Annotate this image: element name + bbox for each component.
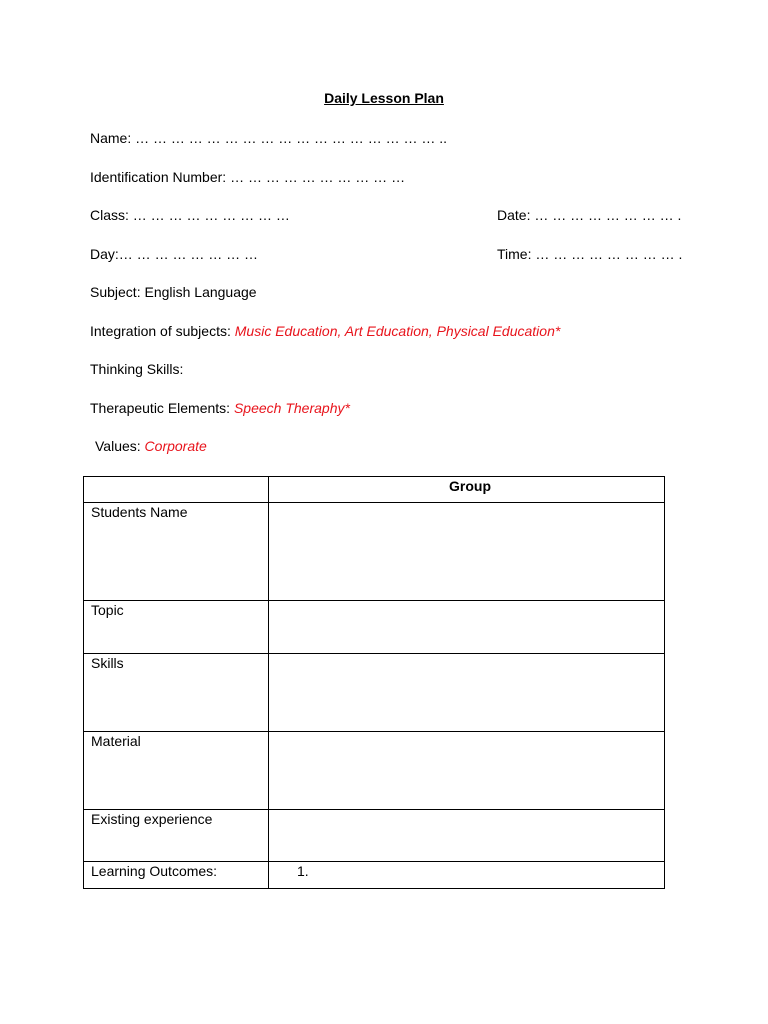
row-value-skills bbox=[269, 654, 665, 732]
row-label-skills: Skills bbox=[84, 654, 269, 732]
values-label: Values: bbox=[95, 438, 145, 454]
table-header-empty-cell bbox=[84, 477, 269, 503]
document-title: Daily Lesson Plan bbox=[324, 90, 444, 106]
table-row bbox=[84, 732, 665, 810]
thinking-skills-field: Thinking Skills: bbox=[90, 361, 184, 377]
therapeutic-label: Therapeutic Elements: bbox=[90, 400, 234, 416]
table-header-group: Group bbox=[269, 477, 665, 503]
integration-label: Integration of subjects: bbox=[90, 323, 235, 339]
values-field bbox=[95, 437, 207, 455]
integration-of-subjects-field bbox=[90, 322, 560, 340]
identification-number-field: Identification Number: … … … … … … … … … … bbox=[90, 169, 406, 185]
day-field: Day:… … … … … … … … bbox=[90, 246, 259, 262]
table-header-row bbox=[84, 477, 665, 503]
subject-field: Subject: English Language bbox=[90, 284, 257, 300]
values-value: Corporate bbox=[144, 438, 207, 454]
row-value-material bbox=[269, 732, 665, 810]
table-row bbox=[84, 654, 665, 732]
time-field: Time: … … … … … … … … . bbox=[497, 246, 683, 262]
name-field: Name: … … … … … … … … … … … … … … … … … .. bbox=[90, 130, 448, 146]
table-row bbox=[84, 503, 665, 601]
table-row bbox=[84, 601, 665, 654]
row-label-students-name: Students Name bbox=[84, 503, 269, 601]
row-label-existing-experience: Existing experience bbox=[84, 810, 269, 862]
integration-value: Music Education, Art Education, Physical Education* bbox=[234, 323, 561, 339]
row-value-learning-outcomes: 1. bbox=[269, 862, 665, 889]
therapeutic-value: Speech Theraphy* bbox=[233, 400, 350, 416]
date-field: Date: … … … … … … … … . bbox=[497, 207, 682, 223]
therapeutic-elements-field bbox=[90, 399, 350, 417]
row-value-topic bbox=[269, 601, 665, 654]
row-value-existing-experience bbox=[269, 810, 665, 862]
lesson-plan-table bbox=[83, 476, 665, 889]
row-label-learning-outcomes: Learning Outcomes: bbox=[84, 862, 269, 889]
table-row bbox=[84, 862, 665, 889]
table-row bbox=[84, 810, 665, 862]
class-field: Class: … … … … … … … … … bbox=[90, 207, 290, 223]
row-label-topic: Topic bbox=[84, 601, 269, 654]
row-value-students-name bbox=[269, 503, 665, 601]
row-label-material: Material bbox=[84, 732, 269, 810]
